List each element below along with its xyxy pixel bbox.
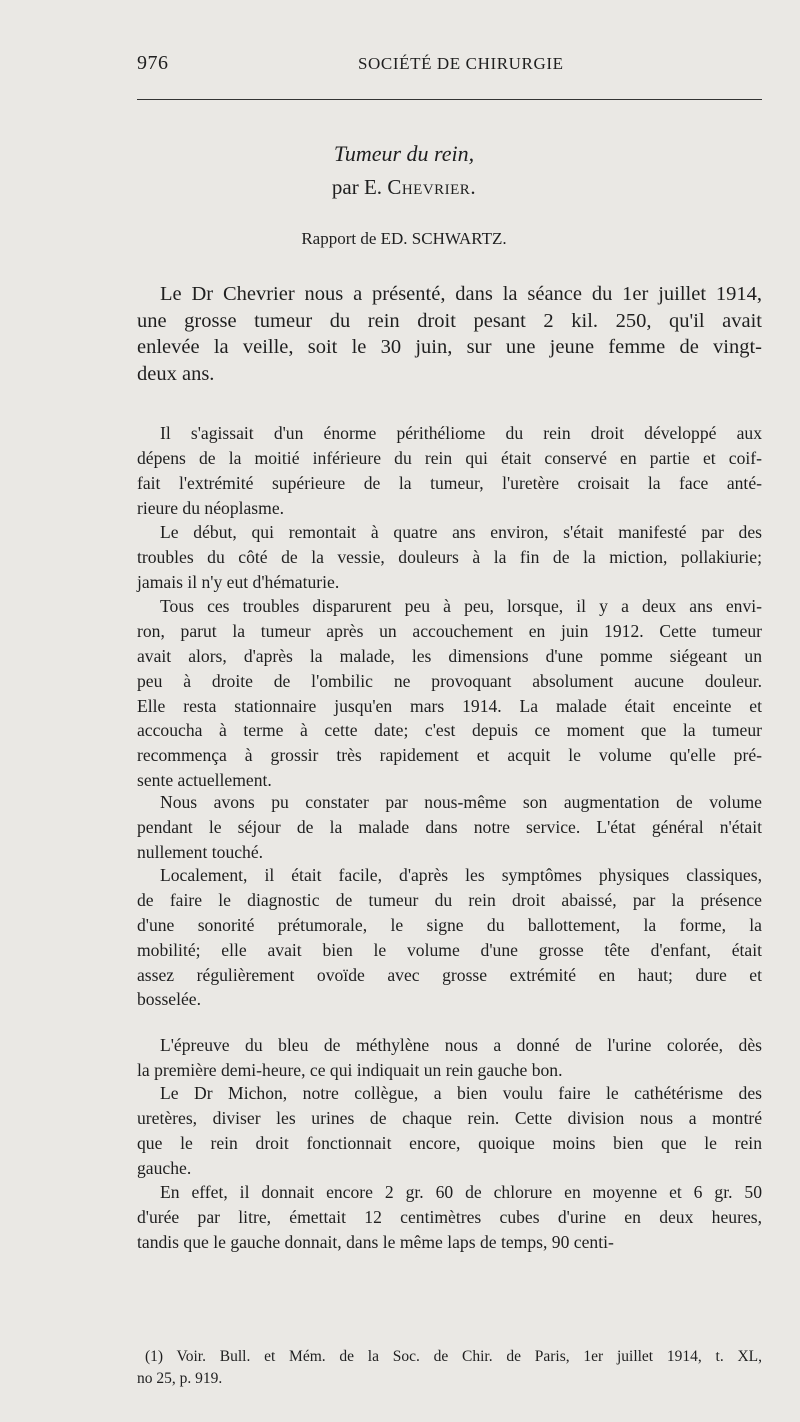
article-author [4, 175, 800, 200]
text-line: mobilité; elle avait bien le volume d'une grosse tête d'enfant, était [137, 939, 762, 960]
paragraph [137, 790, 762, 865]
paragraph [137, 1180, 762, 1255]
text-line: Localement, il était facile, d'après les symptômes physiques classiques, [160, 865, 762, 885]
footnote [137, 1346, 762, 1390]
text-line: accoucha à terme à cette date; c'est depuis ce moment que la tumeur [137, 720, 762, 741]
page-header [137, 52, 762, 82]
text-line: sente actuellement. [137, 770, 272, 791]
paragraph [137, 594, 762, 793]
footnote-line: (1) Voir. Bull. et Mém. de la Soc. de Chir. de Paris, 1er juillet 1914, t. XL, [145, 1348, 762, 1365]
text-line: Le Dr Michon, notre collègue, a bien voulu faire le cathétérisme des [160, 1083, 762, 1103]
text-line: Tous ces troubles disparurent peu à peu, lorsque, il y a deux ans envi- [160, 596, 762, 616]
text-line: Elle resta stationnaire jusqu'en mars 1914. La malade était enceinte et [137, 695, 762, 716]
text-line: En effet, il donnait encore 2 gr. 60 de chlorure en moyenne et 6 gr. 50 [160, 1182, 762, 1202]
text-line: rieure du néoplasme. [137, 497, 285, 518]
text-line: troubles du côté de la vessie, douleurs à la fin de la miction, pollakiurie; [137, 546, 762, 567]
text-line: ron, parut la tumeur après un accouchement en juin 1912. Cette tumeur [137, 620, 762, 641]
text-line: que le rein droit fonctionnait encore, quoique moins bien que le rein [137, 1132, 762, 1153]
text-line: une grosse tumeur du rein droit pesant 2 kil. 250, qu'il avait [137, 309, 762, 332]
text-line: pendant le séjour de la malade dans notre service. L'état général n'était [137, 816, 762, 837]
text-line: deux ans. [137, 362, 215, 385]
author-name: Chevrier. [387, 175, 477, 199]
text-line: peu à droite de l'ombilic ne provoquant absolument aucune douleur. [137, 670, 762, 691]
text-line: nullement touché. [137, 841, 264, 862]
text-line: assez régulièrement ovoïde avec grosse extrémité en haut; dure et [137, 964, 762, 985]
footnote-line: no 25, p. 919. [137, 1370, 223, 1387]
text-line: Le Dr Chevrier nous a présenté, dans la séance du 1er juillet 1914, [160, 283, 762, 305]
text-line: Il s'agissait d'un énorme périthéliome du rein droit développé aux [160, 423, 762, 443]
text-line: dépens de la moitié inférieure du rein qui était conservé en partie et coif- [137, 447, 762, 468]
text-line: de faire le diagnostic de tumeur du rein droit abaissé, par la présence [137, 889, 762, 910]
page-number: 976 [137, 52, 169, 74]
report-line: Rapport de ED. SCHWARTZ. [301, 229, 507, 248]
text-line: uretères, diviser les urines de chaque rein. Cette division nous a montré [137, 1107, 762, 1128]
article-title: Tumeur du rein, [333, 141, 475, 166]
paragraph [137, 1033, 762, 1083]
text-line: gauche. [137, 1157, 192, 1178]
text-line: d'une sonorité prétumorale, le signe du ballottement, la forme, la [137, 914, 762, 935]
paragraph [137, 863, 762, 1012]
text-line: la première demi-heure, ce qui indiquait un rein gauche bon. [137, 1059, 563, 1080]
paragraph [137, 281, 762, 387]
text-line: fait l'extrémité supérieure de la tumeur, l'uretère croisait la face anté- [137, 472, 762, 493]
text-line: recommença à grossir très rapidement et acquit le volume qu'elle pré- [137, 745, 762, 766]
text-line: enlevée la veille, soit le 30 juin, sur une jeune femme de vingt- [137, 336, 762, 358]
running-head: SOCIÉTÉ DE CHIRURGIE [358, 54, 564, 73]
author-prefix: par E. [331, 175, 388, 199]
text-line: avait alors, d'après la malade, les dimensions d'une pomme siégeant un [137, 645, 762, 666]
text-line: tandis que le gauche donnait, dans le même laps de temps, 90 centi- [137, 1231, 614, 1252]
text-line: d'urée par litre, émettait 12 centimètres cubes d'urine en deux heures, [137, 1206, 762, 1227]
text-line: L'épreuve du bleu de méthylène nous a donné de l'urine colorée, dès [160, 1035, 762, 1055]
paragraph [137, 421, 762, 521]
text-line: Nous avons pu constater par nous-même son augmentation de volume [160, 792, 762, 812]
text-line: bosselée. [137, 989, 202, 1010]
header-rule [137, 99, 762, 100]
text-line: jamais il n'y eut d'hématurie. [137, 571, 340, 592]
text-line: Le début, qui remontait à quatre ans environ, s'était manifesté par des [160, 522, 762, 542]
paragraph [137, 520, 762, 595]
paragraph [137, 1081, 762, 1181]
